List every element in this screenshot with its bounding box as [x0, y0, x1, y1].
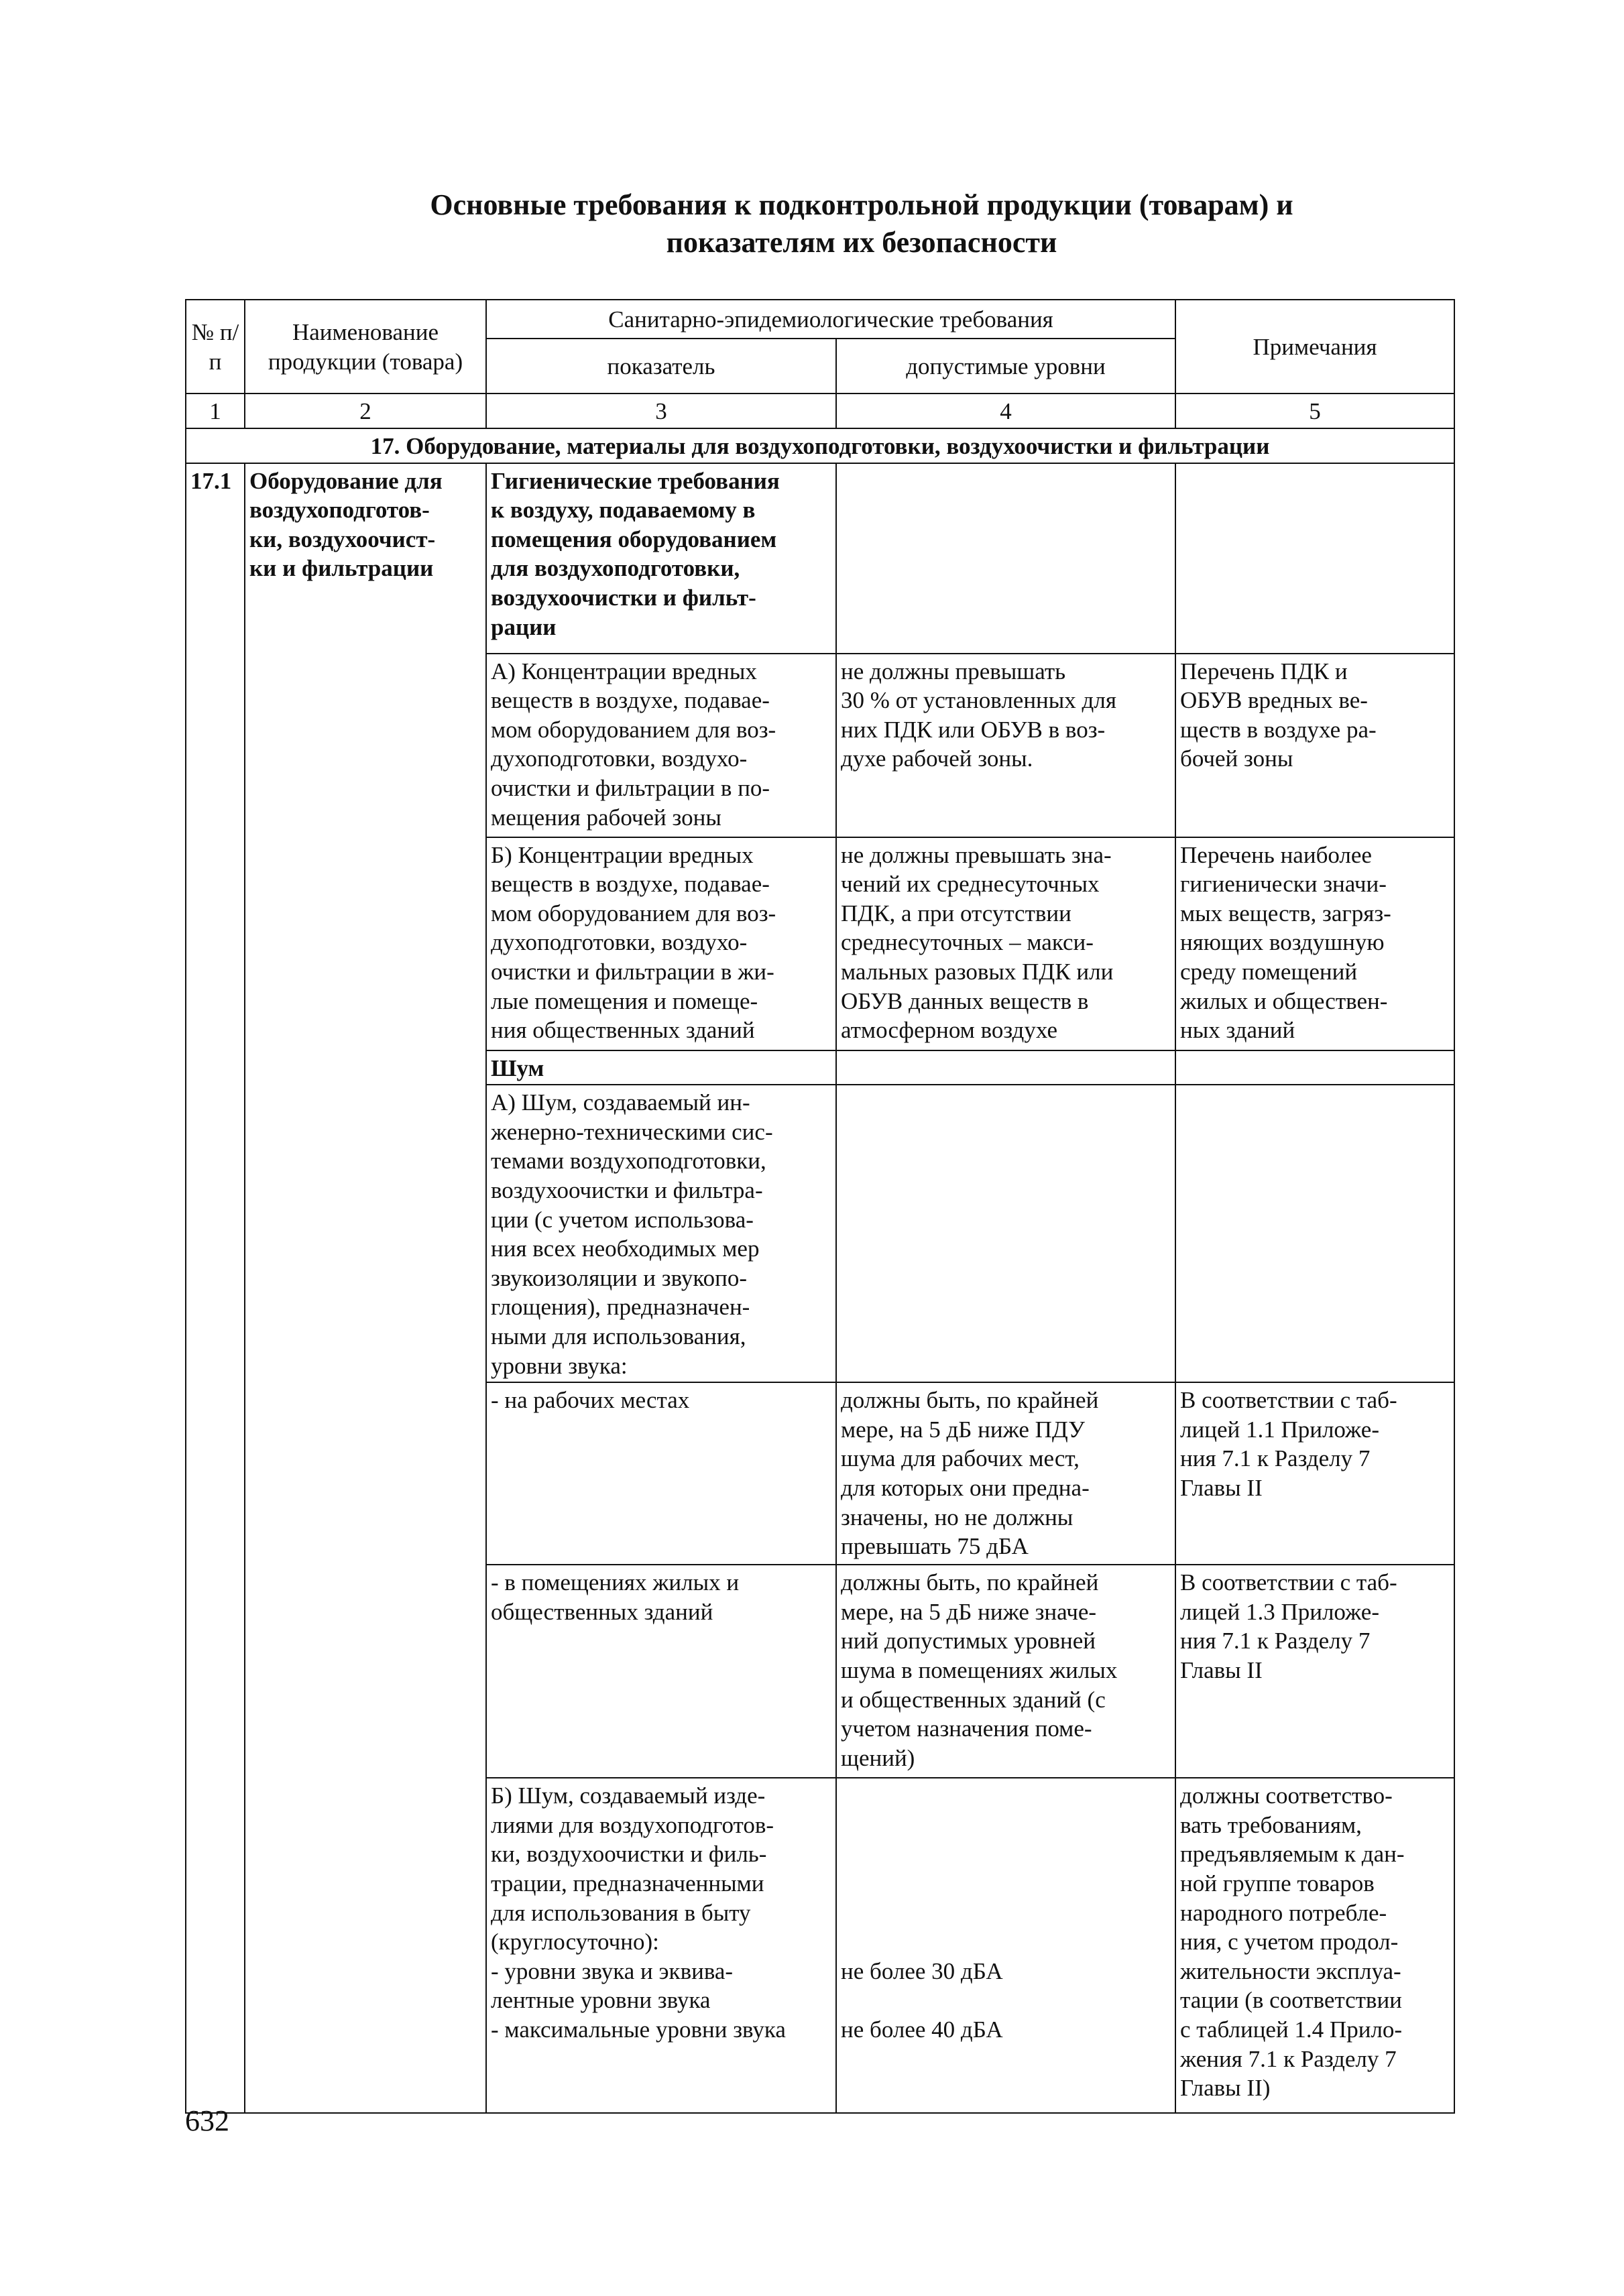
- section-heading: 17. Оборудование, материалы для воздухоподготовки, воздухоочистки и фильтрации: [186, 428, 1454, 463]
- header-sanitary: Санитарно-эпидемиологические требования: [486, 300, 1175, 339]
- notes-empty: [1175, 463, 1454, 654]
- header-num: № п/п: [186, 300, 245, 394]
- levels-empty: [836, 463, 1175, 654]
- levels-empty: [836, 1050, 1175, 1085]
- product-name-cell: Оборудование для воздухоподготов- ки, воздухоочист- ки и фильтрации: [245, 463, 486, 2114]
- header-name: Наименование продукции (товара): [245, 300, 486, 394]
- document-title: [185, 186, 1538, 261]
- levels-a-concentration: не должны превышать 30 % от установленных для них ПДК или ОБУВ в воз- духе рабочей зоны.: [836, 654, 1175, 837]
- notes-b-concentration: Перечень наиболее гигиенически значи- мых веществ, загряз- няющих воздушную среду помещений жилых и обществен- ных зданий: [1175, 837, 1454, 1050]
- colnum-3: 3: [486, 394, 836, 428]
- title-line-2: показателям их безопасности: [666, 226, 1057, 259]
- header-notes: Примечания: [1175, 300, 1454, 394]
- indicator-a-concentration: А) Концентрации вредных веществ в воздухе, подавае- мом оборудованием для воз- духоподготовки, воздухо- очистки и фильтрации в по- мещения рабочей зоны: [486, 654, 836, 837]
- notes-empty: [1175, 1050, 1454, 1085]
- levels-empty: [836, 1085, 1175, 1382]
- colnum-4: 4: [836, 394, 1175, 428]
- indicator-a-noise: А) Шум, создаваемый ин- женерно-техническими сис- темами воздухоподготовки, воздухоочистки и фильтра- ции (с учетом использова- ния всех необходимых мер звукоизоляции и звукопо- глощения), предназначен- ными для использования, уровни звука:: [486, 1085, 836, 1382]
- notes-workplaces: В соответствии с таб- лицей 1.1 Приложе- ния 7.1 к Разделу 7 Главы II: [1175, 1382, 1454, 1565]
- indicator-b-concentration: Б) Концентрации вредных веществ в воздухе, подавае- мом оборудованием для воз- духоподготовки, воздухо- очистки и фильтрации в жи- лые помещения и помеще- ния общественных зданий: [486, 837, 836, 1050]
- colnum-2: 2: [245, 394, 486, 428]
- levels-b-noise-household: не более 30 дБА не более 40 дБА: [836, 1778, 1175, 2113]
- colnum-5: 5: [1175, 394, 1454, 428]
- indicator-residential: - в помещениях жилых и общественных зданий: [486, 1565, 836, 1778]
- header-levels: допустимые уровни: [836, 339, 1175, 394]
- colnum-1: 1: [186, 394, 245, 428]
- indicator-workplaces: - на рабочих местах: [486, 1382, 836, 1565]
- indicator-b-noise-household: Б) Шум, создаваемый изде- лиями для воздухоподготов- ки, воздухоочистки и филь- трации, предназначенными для использования в быту (круглосуточно): - уровни звука и эквива- лентные уровни звука - максимальные уровни звука: [486, 1778, 836, 2113]
- levels-residential: должны быть, по крайней мере, на 5 дБ ниже значе- ний допустимых уровней шума в помещениях жилых и общественных зданий (с учетом назначения поме- щений): [836, 1565, 1175, 1778]
- header-indicator: показатель: [486, 339, 836, 394]
- levels-workplaces: должны быть, по крайней мере, на 5 дБ ниже ПДУ шума для рабочих мест, для которых они предна- значены, но не должны превышать 75 дБА: [836, 1382, 1175, 1565]
- row-number: 17.1: [186, 463, 245, 2114]
- notes-residential: В соответствии с таб- лицей 1.3 Приложе- ния 7.1 к Разделу 7 Главы II: [1175, 1565, 1454, 1778]
- requirements-table: [185, 299, 1455, 2114]
- notes-b-noise-household: должны соответство- вать требованиям, предъявляемым к дан- ной группе товаров народного потребле- ния, с учетом продол- жительности эксплуа- тации (в соответствии с таблицей 1.4 Прило- жения 7.1 к Разделу 7 Главы II): [1175, 1778, 1454, 2113]
- levels-b-concentration: не должны превышать зна- чений их среднесуточных ПДК, а при отсутствии среднесуточных – макси- мальных разовых ПДК или ОБУВ данных веществ в атмосферном воздухе: [836, 837, 1175, 1050]
- notes-a-concentration: Перечень ПДК и ОБУВ вредных ве- ществ в воздухе ра- бочей зоны: [1175, 654, 1454, 837]
- indicator-hygienic: Гигиенические требования к воздуху, подаваемому в помещения оборудованием для воздухоподготовки, воздухоочистки и фильт- рации: [486, 463, 836, 654]
- indicator-noise: Шум: [486, 1050, 836, 1085]
- title-line-1: Основные требования к подконтрольной продукции (товарам) и: [430, 188, 1293, 221]
- page-number: 632: [185, 2104, 229, 2137]
- notes-empty: [1175, 1085, 1454, 1382]
